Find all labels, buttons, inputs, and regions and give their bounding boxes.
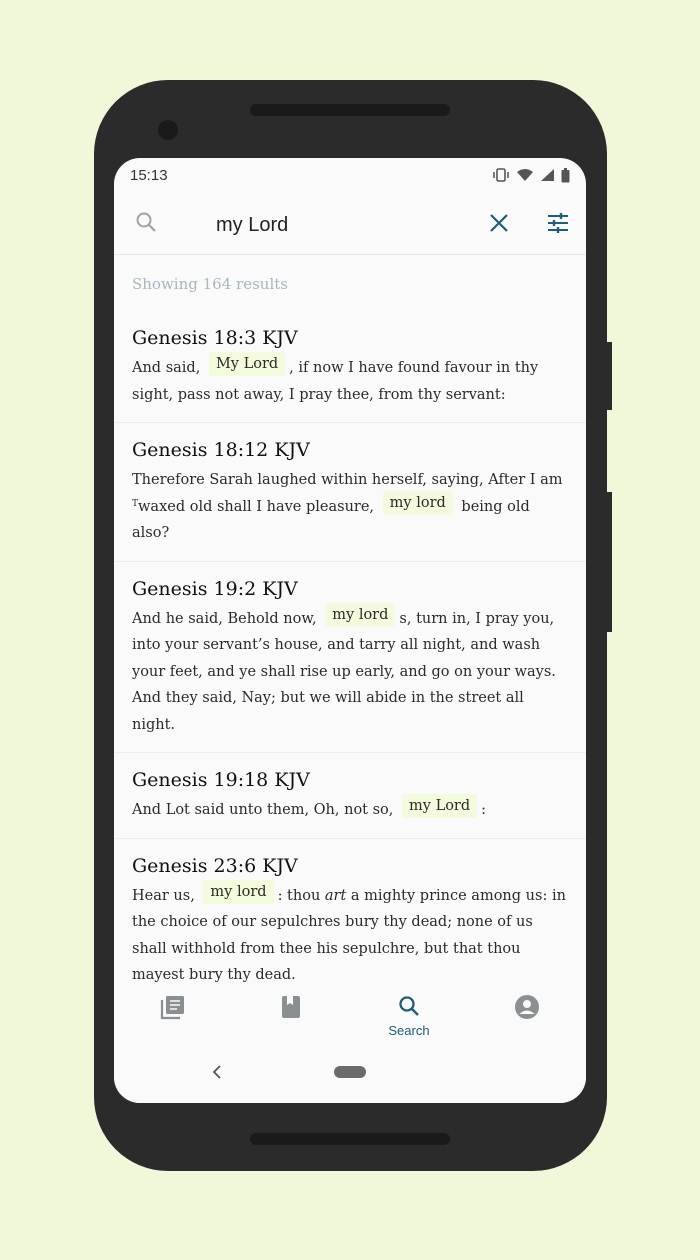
nav-account[interactable] [487, 994, 567, 1025]
verse-segment: , if now I have found favour in thy sight, pass not away, I pray thee, from thy servant: [132, 360, 539, 403]
verse-text [132, 355, 568, 408]
search-highlight: my lord [383, 491, 453, 515]
nav-book[interactable] [251, 994, 331, 1025]
result-item[interactable] [114, 839, 586, 985]
verse-segment: a mighty prince among us: in the choice of our sepulchres bury thy dead; none of us shall withhold from thee his sepulchre, but that thou mayest bury thy dead. [132, 887, 566, 983]
verse-segment: And said, [132, 360, 205, 376]
verse-reference: Genesis 18:3 KJV [132, 327, 298, 349]
status-icons [492, 168, 570, 183]
nav-search[interactable] [369, 994, 449, 1038]
status-time: 15:13 [130, 166, 168, 184]
result-item[interactable] [114, 753, 586, 839]
verse-segment: : [481, 802, 487, 818]
result-item[interactable] [114, 423, 586, 562]
search-bar [114, 192, 586, 255]
verse-reference: Genesis 19:18 KJV [132, 769, 310, 791]
signal-icon [540, 168, 555, 182]
battery-icon [561, 168, 570, 183]
results-count: Showing 164 results [132, 275, 288, 293]
speaker-top [250, 104, 450, 116]
verse-segment: Therefore Sarah laughed within herself, saying, After I am [132, 472, 563, 488]
verse-reference: Genesis 23:6 KJV [132, 854, 298, 877]
home-button[interactable] [334, 1066, 366, 1078]
nav-search-label: Search [388, 1023, 430, 1038]
result-item[interactable] [114, 562, 586, 754]
verse-segment: Hear us, [132, 887, 200, 904]
verse-segment: And Lot said unto them, Oh, not so, [132, 802, 399, 818]
verse-reference: Genesis 19:2 KJV [132, 577, 298, 600]
nav-library[interactable] [133, 994, 213, 1025]
search-highlight: my Lord [402, 794, 477, 818]
verse-segment: s, turn in, I pray you, into your servant’s house, and tarry all night, and wash your feet, and ye shall rise up early, and go on your ways. And they said, Nay; but we will abide in the street all night. [132, 610, 556, 733]
search-highlight: my lord [203, 880, 273, 904]
search-highlight: My Lord [209, 352, 285, 376]
account-icon [514, 994, 540, 1020]
verse-segment: waxed old shall I have pleasure, [138, 498, 379, 515]
system-navigation [114, 1054, 586, 1103]
speaker-bottom [250, 1133, 450, 1145]
verse-text [132, 883, 568, 985]
filter-icon[interactable] [546, 211, 570, 240]
verse-segment: And he said, Behold now, [132, 610, 322, 627]
vibrate-icon [492, 168, 510, 182]
camera [158, 120, 178, 140]
verse-segment: being old also? [132, 498, 530, 541]
result-container [114, 311, 586, 984]
verse-italic: art [324, 887, 347, 904]
bottom-navigation [114, 984, 586, 1054]
library-icon [160, 994, 186, 1020]
verse-text [132, 467, 568, 547]
verse-text [132, 606, 568, 739]
search-icon [397, 994, 421, 1018]
power-button [606, 492, 612, 632]
wifi-icon [516, 168, 534, 182]
close-icon[interactable] [488, 212, 510, 239]
result-item[interactable] [114, 311, 586, 423]
back-icon[interactable] [210, 1064, 224, 1085]
search-input[interactable] [214, 210, 458, 240]
search-highlight: my lord [325, 603, 395, 627]
results-list[interactable] [114, 255, 586, 984]
book-icon [278, 994, 304, 1020]
search-icon[interactable] [134, 210, 158, 239]
verse-segment: : thou [277, 887, 325, 904]
screen [114, 158, 586, 1103]
verse-text [132, 797, 568, 824]
verse-reference: Genesis 18:12 KJV [132, 439, 310, 461]
footnote-marker: T [132, 498, 139, 509]
volume-button [606, 342, 612, 410]
status-bar [114, 158, 586, 192]
